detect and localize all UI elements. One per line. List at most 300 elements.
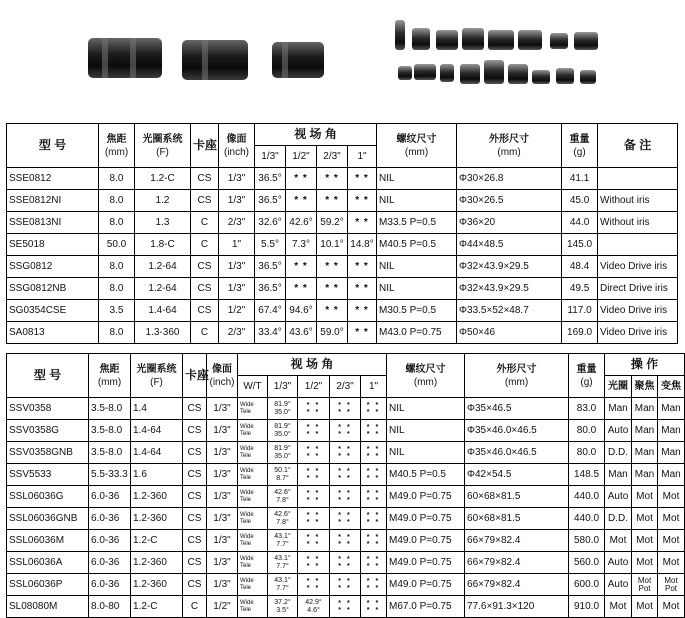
zoom-operation-cell: Man — [658, 420, 685, 442]
mini-lens-photo — [532, 70, 550, 84]
angle-cell: * * — [317, 190, 348, 212]
angle-cell-wide: * * — [306, 489, 321, 497]
mount-cell: CS — [183, 442, 207, 464]
mount-cell: CS — [183, 464, 207, 486]
zoom-operation-cell: Mot Pot — [658, 574, 685, 596]
angle-col-header: W/T — [238, 376, 268, 398]
mount-cell: CS — [183, 398, 207, 420]
table-row — [7, 508, 685, 530]
focal-cell: 6.0-36 — [89, 552, 131, 574]
mini-lens-photo — [414, 64, 436, 80]
angle-cell — [298, 530, 330, 552]
angle-cell-wide: * * — [306, 445, 321, 453]
angle-cell-wide: * * — [306, 423, 321, 431]
wide-tele-label-wide: Wide — [240, 555, 254, 562]
wide-tele-label-wide: Wide — [240, 401, 254, 408]
col-header-aperture: 光圈系统 (F) — [135, 124, 191, 168]
remark-cell: Video Drive iris — [598, 322, 678, 344]
angle-cell: * * — [348, 256, 377, 278]
angle-col-header: 1/2" — [286, 146, 317, 168]
aperture-cell: 1.2-64 — [135, 256, 191, 278]
col-header-format: 像面 (inch) — [207, 354, 238, 398]
angle-cell: * * — [348, 212, 377, 234]
col-header-size: 外形尺寸 (mm) — [465, 354, 569, 398]
col-header-format: 像面 (inch) — [219, 124, 255, 168]
col-header-weight: 重量 (g) — [562, 124, 598, 168]
table-row — [7, 486, 685, 508]
format-cell: 2/3" — [219, 212, 255, 234]
iris-operation-cell: Man — [605, 464, 632, 486]
thread-cell: NIL — [387, 398, 465, 420]
angle-cell — [298, 574, 330, 596]
angle-col-header: 1" — [361, 376, 387, 398]
wide-tele-label-tele: Tele — [240, 452, 252, 459]
col-header-angle: 视 场 角 — [255, 124, 377, 146]
zoom-operation-cell: Mot — [658, 530, 685, 552]
aperture-cell: 1.2-360 — [131, 486, 183, 508]
size-cell: Φ33.5×52×48.7 — [457, 300, 562, 322]
mount-cell: CS — [183, 486, 207, 508]
wide-tele-label-wide: Wide — [240, 599, 254, 606]
angle-cell — [361, 442, 387, 464]
focal-cell: 3.5 — [99, 300, 135, 322]
angle-cell-tele: * * — [338, 562, 352, 570]
weight-cell: 41.1 — [562, 168, 598, 190]
table-row — [7, 300, 678, 322]
format-cell: 1/3" — [207, 574, 238, 596]
wide-tele-label-wide: Wide — [240, 489, 254, 496]
zoom-operation-cell: Man — [658, 464, 685, 486]
format-cell: 1/3" — [207, 442, 238, 464]
thread-cell: NIL — [387, 420, 465, 442]
lens-photo-3 — [272, 42, 324, 78]
angle-cell-tele: 3.5° — [276, 606, 289, 614]
angle-cell-wide: * * — [306, 577, 321, 585]
angle-cell: 7.3° — [286, 234, 317, 256]
remark-cell: Video Drive iris — [598, 300, 678, 322]
op-col-header: 变焦 — [658, 376, 685, 398]
size-cell: Φ36×20 — [457, 212, 562, 234]
angle-cell-tele: * * — [366, 474, 381, 482]
angle-cell — [361, 552, 387, 574]
angle-cell — [268, 486, 298, 508]
mini-lens-photo — [440, 64, 454, 82]
focal-cell: 3.5-8.0 — [89, 442, 131, 464]
angle-cell — [330, 442, 361, 464]
angle-cell — [330, 574, 361, 596]
angle-cell — [330, 486, 361, 508]
model-cell: SL08080M — [7, 596, 89, 618]
col-header-size: 外形尺寸 (mm) — [457, 124, 562, 168]
model-cell: SSL06036M — [7, 530, 89, 552]
col-header-aperture: 光圈系统 (F) — [131, 354, 183, 398]
iris-operation-cell: Mot — [605, 530, 632, 552]
angle-cell — [330, 508, 361, 530]
focus-operation-cell: Mot — [632, 486, 658, 508]
wide-tele-label-tele: Tele — [240, 584, 252, 591]
wide-tele-label-wide: Wide — [240, 467, 254, 474]
angle-cell-tele: * * — [338, 474, 352, 482]
focal-cell: 6.0-36 — [89, 486, 131, 508]
format-cell: 1/3" — [207, 508, 238, 530]
angle-cell-tele: * * — [306, 474, 321, 482]
mini-lens-photo — [580, 70, 596, 84]
size-cell: Φ35×46.5 — [465, 398, 569, 420]
focal-cell: 8.0 — [99, 322, 135, 344]
col-header-focal: 焦距 (mm) — [99, 124, 135, 168]
angle-cell-wide: 43.1° — [274, 576, 291, 584]
angle-cell-wide: 43.1° — [274, 554, 291, 562]
angle-cell-wide: * * — [338, 577, 352, 585]
angle-cell-tele: * * — [338, 452, 352, 460]
angle-cell-wide: * * — [366, 489, 381, 497]
angle-cell: 32.6° — [255, 212, 286, 234]
col-header-model: 型 号 — [7, 124, 99, 168]
table-row — [7, 212, 678, 234]
size-cell: 66×79×82.4 — [465, 552, 569, 574]
mini-lens-photo — [436, 30, 458, 50]
thread-cell: M33.5 P=0.5 — [377, 212, 457, 234]
size-cell: 60×68×81.5 — [465, 486, 569, 508]
angle-cell — [298, 508, 330, 530]
model-cell: SSV0358 — [7, 398, 89, 420]
angle-cell-wide: * * — [366, 533, 381, 541]
table-row — [7, 530, 685, 552]
model-cell: SSV0358GNB — [7, 442, 89, 464]
angle-cell-wide: * * — [366, 467, 381, 475]
angle-cell-wide: * * — [338, 445, 352, 453]
model-cell: SA0813 — [7, 322, 99, 344]
size-cell: Φ35×46.0×46.5 — [465, 420, 569, 442]
angle-cell-wide: 37.2° — [274, 598, 291, 606]
mount-cell: C — [191, 234, 219, 256]
angle-cell — [330, 530, 361, 552]
focal-cell: 6.0-36 — [89, 508, 131, 530]
mount-cell: CS — [191, 256, 219, 278]
col-header-operation: 操 作 — [605, 354, 685, 376]
angle-cell: 42.6° — [286, 212, 317, 234]
table-row — [7, 234, 678, 256]
wide-tele-label-wide: Wide — [240, 511, 254, 518]
focus-operation-cell: Man — [632, 398, 658, 420]
angle-cell-tele: * * — [338, 518, 352, 526]
thread-cell: M40.5 P=0.5 — [387, 464, 465, 486]
mini-lens-photo — [398, 66, 412, 80]
model-cell: SSL06036P — [7, 574, 89, 596]
aperture-cell: 1.4-64 — [135, 300, 191, 322]
angle-cell-wide: 81.9° — [274, 422, 291, 430]
focal-cell: 8.0 — [99, 256, 135, 278]
model-cell: SSG0812 — [7, 256, 99, 278]
angle-cell-tele: * * — [366, 584, 381, 592]
mount-cell: CS — [191, 300, 219, 322]
model-cell: SSE0813NI — [7, 212, 99, 234]
weight-cell: 83.0 — [569, 398, 605, 420]
focus-operation-cell: Mot — [632, 552, 658, 574]
angle-cell-wide: 43.1° — [274, 532, 291, 540]
size-cell: Φ32×43.9×29.5 — [457, 256, 562, 278]
angle-cell: * * — [348, 168, 377, 190]
angle-cell-tele: * * — [338, 496, 352, 504]
wide-tele-label — [238, 398, 268, 420]
wide-tele-label-wide: Wide — [240, 533, 254, 540]
angle-cell-tele: * * — [366, 408, 381, 416]
angle-cell-wide: * * — [338, 489, 352, 497]
table-row — [7, 464, 685, 486]
thread-cell: M49.0 P=0.75 — [387, 530, 465, 552]
wide-tele-label-tele: Tele — [240, 408, 252, 415]
model-cell: SSL06036GNB — [7, 508, 89, 530]
format-cell: 1/3" — [207, 552, 238, 574]
angle-cell-wide: * * — [366, 511, 381, 519]
angle-cell: 10.1° — [317, 234, 348, 256]
angle-col-header: 1" — [348, 146, 377, 168]
angle-cell-tele: 7.8° — [276, 496, 289, 504]
size-cell: Φ35×46.0×46.5 — [465, 442, 569, 464]
angle-cell-wide: * * — [306, 555, 321, 563]
table-row — [7, 596, 685, 618]
thread-cell: NIL — [377, 256, 457, 278]
angle-cell-tele: * * — [366, 430, 381, 438]
iris-operation-cell: D.D. — [605, 508, 632, 530]
angle-cell-tele: * * — [338, 584, 352, 592]
angle-cell-tele: * * — [366, 562, 381, 570]
angle-cell — [268, 530, 298, 552]
angle-cell — [298, 486, 330, 508]
remark-cell: Video Drive iris — [598, 256, 678, 278]
angle-cell-tele: * * — [366, 518, 381, 526]
iris-operation-cell: Auto — [605, 574, 632, 596]
thread-cell: M30.5 P=0.5 — [377, 300, 457, 322]
remark-cell: Without iris — [598, 190, 678, 212]
focal-cell: 8.0 — [99, 190, 135, 212]
angle-cell: 67.4° — [255, 300, 286, 322]
angle-cell: * * — [348, 190, 377, 212]
zoom-operation-cell: Mot — [658, 508, 685, 530]
focal-cell: 5.5-33.3 — [89, 464, 131, 486]
angle-cell-wide: * * — [338, 511, 352, 519]
angle-cell: * * — [348, 278, 377, 300]
angle-cell-wide: * * — [306, 511, 321, 519]
thread-cell: NIL — [377, 190, 457, 212]
wide-tele-label-wide: Wide — [240, 445, 254, 452]
angle-cell-tele: 35.0° — [274, 408, 291, 416]
angle-cell-wide: * * — [338, 555, 352, 563]
focus-operation-cell: Mot — [632, 508, 658, 530]
angle-cell-tele: 7.7° — [276, 562, 289, 570]
mini-lens-photo — [550, 33, 568, 49]
mount-cell: CS — [191, 190, 219, 212]
weight-cell: 45.0 — [562, 190, 598, 212]
angle-cell — [298, 552, 330, 574]
weight-cell: 117.0 — [562, 300, 598, 322]
mount-cell: CS — [183, 420, 207, 442]
mount-cell: C — [183, 596, 207, 618]
size-cell: 60×68×81.5 — [465, 508, 569, 530]
wide-tele-label — [238, 574, 268, 596]
focal-cell: 6.0-36 — [89, 574, 131, 596]
size-cell: 66×79×82.4 — [465, 574, 569, 596]
angle-cell-wide: * * — [338, 401, 352, 409]
mini-lens-photo — [518, 30, 542, 50]
weight-cell: 80.0 — [569, 442, 605, 464]
aperture-cell: 1.2-C — [131, 596, 183, 618]
wide-tele-label — [238, 552, 268, 574]
table-row — [7, 256, 678, 278]
aperture-cell: 1.2-C — [131, 530, 183, 552]
angle-cell-tele: * * — [366, 496, 381, 504]
wide-tele-label-wide: Wide — [240, 577, 254, 584]
angle-cell-wide: * * — [366, 401, 381, 409]
angle-col-header: 1/3" — [268, 376, 298, 398]
weight-cell: 80.0 — [569, 420, 605, 442]
angle-cell-wide: 42.9° — [305, 598, 322, 606]
angle-cell-tele: 35.0° — [274, 452, 291, 460]
op-col-header: 聚焦 — [632, 376, 658, 398]
col-header-focal: 焦距 (mm) — [89, 354, 131, 398]
angle-cell-tele: * * — [366, 606, 381, 614]
focal-cell: 8.0-80 — [89, 596, 131, 618]
wide-tele-label — [238, 464, 268, 486]
weight-cell: 440.0 — [569, 508, 605, 530]
table-row — [7, 398, 685, 420]
col-header-model: 型 号 — [7, 354, 89, 398]
col-header-weight: 重量 (g) — [569, 354, 605, 398]
format-cell: 1/3" — [207, 420, 238, 442]
angle-cell-tele: * * — [306, 584, 321, 592]
aperture-cell: 1.2-360 — [131, 508, 183, 530]
thread-cell: M49.0 P=0.75 — [387, 508, 465, 530]
angle-cell: 36.5° — [255, 168, 286, 190]
angle-cell: 5.5° — [255, 234, 286, 256]
format-cell: 1/3" — [207, 530, 238, 552]
focal-cell: 8.0 — [99, 212, 135, 234]
angle-cell: * * — [317, 168, 348, 190]
remark-cell: Direct Drive iris — [598, 278, 678, 300]
table-row — [7, 552, 685, 574]
angle-cell-tele: 8.7° — [276, 474, 289, 482]
size-cell: 66×79×82.4 — [465, 530, 569, 552]
size-cell: Φ32×43.9×29.5 — [457, 278, 562, 300]
angle-cell-tele: * * — [306, 496, 321, 504]
angle-cell — [298, 596, 330, 618]
zoom-operation-cell: Man — [658, 398, 685, 420]
angle-cell-tele: * * — [338, 606, 352, 614]
angle-cell: * * — [286, 278, 317, 300]
focus-operation-cell: Mot Pot — [632, 574, 658, 596]
angle-cell: * * — [317, 300, 348, 322]
table-row — [7, 322, 678, 344]
angle-cell — [268, 420, 298, 442]
model-cell: SSE0812 — [7, 168, 99, 190]
angle-cell — [361, 398, 387, 420]
angle-col-header: 2/3" — [317, 146, 348, 168]
angle-cell — [361, 596, 387, 618]
angle-cell-wide: * * — [366, 423, 381, 431]
angle-cell-wide: * * — [338, 467, 352, 475]
angle-cell-wide: 81.9° — [274, 400, 291, 408]
remark-cell — [598, 234, 678, 256]
mount-cell: CS — [183, 530, 207, 552]
angle-cell — [361, 508, 387, 530]
mini-lens-photo — [395, 20, 405, 50]
mount-cell: CS — [191, 278, 219, 300]
angle-cell-wide: 81.9° — [274, 444, 291, 452]
focus-operation-cell: Mot — [632, 596, 658, 618]
focal-cell: 8.0 — [99, 278, 135, 300]
weight-cell: 148.5 — [569, 464, 605, 486]
wide-tele-label-tele: Tele — [240, 496, 252, 503]
size-cell: Φ42×54.5 — [465, 464, 569, 486]
table-header-row — [7, 354, 685, 376]
angle-cell-wide: * * — [366, 555, 381, 563]
size-cell: 77.6×91.3×120 — [465, 596, 569, 618]
mount-cell: C — [191, 212, 219, 234]
col-header-angle: 视 场 角 — [238, 354, 387, 376]
angle-cell — [361, 420, 387, 442]
weight-cell: 580.0 — [569, 530, 605, 552]
thread-cell: NIL — [377, 168, 457, 190]
wide-tele-label-wide: Wide — [240, 423, 254, 430]
angle-cell-tele: 7.7° — [276, 540, 289, 548]
angle-cell — [298, 398, 330, 420]
focal-cell: 8.0 — [99, 168, 135, 190]
angle-cell: * * — [286, 168, 317, 190]
focus-operation-cell: Man — [632, 442, 658, 464]
angle-cell: * * — [348, 322, 377, 344]
mount-cell: CS — [183, 574, 207, 596]
thread-cell: NIL — [387, 442, 465, 464]
angle-cell: * * — [348, 300, 377, 322]
angle-cell-wide: * * — [366, 445, 381, 453]
mini-lens-photo — [574, 32, 598, 50]
angle-cell: 14.8° — [348, 234, 377, 256]
table-row — [7, 278, 678, 300]
lens-photo-2 — [182, 40, 248, 80]
angle-cell: * * — [317, 256, 348, 278]
col-header-thread: 螺纹尺寸 (mm) — [387, 354, 465, 398]
angle-cell — [268, 574, 298, 596]
format-cell: 1/3" — [207, 398, 238, 420]
model-cell: SSV5533 — [7, 464, 89, 486]
focal-cell: 50.0 — [99, 234, 135, 256]
mount-cell: CS — [183, 552, 207, 574]
angle-cell-tele: * * — [306, 430, 321, 438]
angle-col-header: 1/2" — [298, 376, 330, 398]
wide-tele-label-tele: Tele — [240, 540, 252, 547]
iris-operation-cell: Man — [605, 398, 632, 420]
zoom-operation-cell: Mot — [658, 486, 685, 508]
focus-operation-cell: Mot — [632, 530, 658, 552]
mini-lens-photo — [488, 30, 514, 50]
angle-cell-tele: * * — [306, 540, 321, 548]
format-cell: 1/2" — [207, 596, 238, 618]
format-cell: 1/3" — [207, 486, 238, 508]
angle-cell-wide: * * — [338, 423, 352, 431]
angle-cell-tele: * * — [338, 540, 352, 548]
model-cell: SSL06036A — [7, 552, 89, 574]
angle-cell-tele: * * — [366, 540, 381, 548]
mount-cell: C — [191, 322, 219, 344]
model-cell: SSV0358G — [7, 420, 89, 442]
model-cell: SE5018 — [7, 234, 99, 256]
angle-cell-wide: * * — [366, 599, 381, 607]
table-row — [7, 574, 685, 596]
mini-lens-photo — [484, 60, 504, 84]
focal-cell: 6.0-36 — [89, 530, 131, 552]
angle-cell-tele: 7.8° — [276, 518, 289, 526]
mount-cell: CS — [191, 168, 219, 190]
